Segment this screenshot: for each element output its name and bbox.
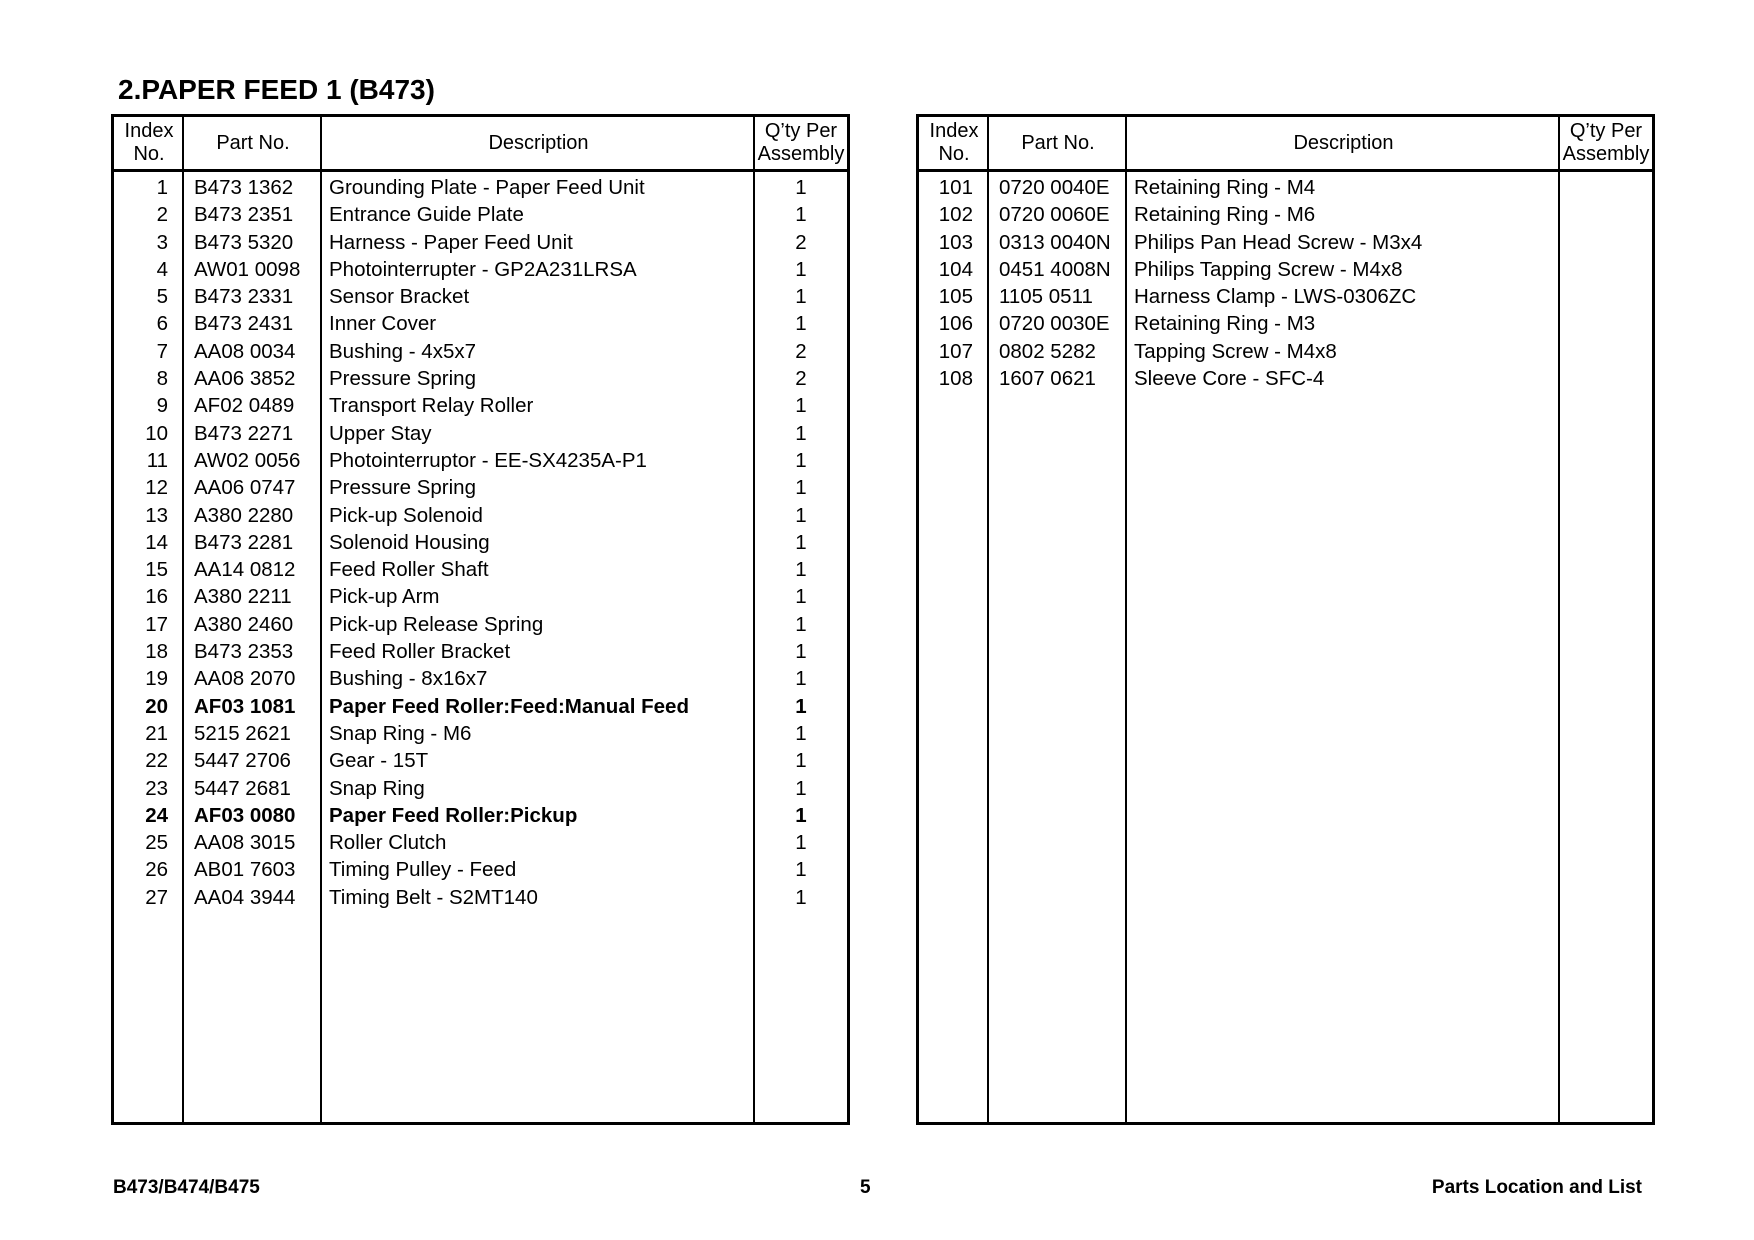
description-cell: Pick-up Arm (329, 585, 440, 609)
index-cell: 12 (145, 476, 168, 500)
description-cell: Tapping Screw - M4x8 (1134, 339, 1337, 363)
table-row (114, 829, 847, 856)
index-cell: 16 (145, 585, 168, 609)
index-cell: 25 (145, 831, 168, 855)
description-cell: Gear - 15T (329, 749, 429, 773)
description-cell: Entrance Guide Plate (329, 203, 524, 227)
table-row (114, 720, 847, 747)
table-row (114, 365, 847, 392)
footer-model: B473/B474/B475 (113, 1177, 260, 1198)
description-cell: Timing Pulley - Feed (329, 858, 517, 882)
description-cell: Paper Feed Roller:Feed:Manual Feed (329, 694, 689, 718)
part-no-cell: AA14 0812 (194, 558, 296, 582)
description-cell: Bushing - 8x16x7 (329, 667, 488, 691)
qty-cell: 1 (795, 694, 807, 718)
index-cell: 101 (938, 176, 973, 199)
part-no-cell: A380 2211 (194, 585, 292, 609)
table-row (114, 310, 847, 337)
qty-cell: 1 (795, 667, 807, 691)
table-row (919, 201, 1652, 228)
part-no-cell: AA08 2070 (194, 667, 296, 691)
index-cell: 10 (145, 421, 168, 445)
description-cell: Photointerruptor - EE-SX4235A-P1 (329, 448, 647, 472)
parts-table-right (916, 114, 1655, 1125)
description-cell: Paper Feed Roller:Pickup (329, 803, 578, 827)
part-no-cell: AF02 0489 (194, 394, 295, 418)
part-no-cell: B473 2431 (194, 312, 294, 336)
header-qty-line1: Q’ty Per (764, 120, 838, 142)
table-row (114, 447, 847, 474)
part-no-cell: AF03 1081 (194, 694, 296, 718)
part-no-cell: AF03 0080 (194, 803, 296, 827)
table-row (114, 665, 847, 692)
table-row (114, 747, 847, 774)
table-row (919, 229, 1652, 256)
index-cell: 11 (146, 448, 168, 472)
header-index-line2: No. (133, 143, 165, 165)
table-row (114, 229, 847, 256)
table-row (114, 392, 847, 419)
description-cell: Harness Clamp - LWS-0306ZC (1134, 285, 1417, 309)
index-cell: 19 (145, 667, 168, 691)
index-cell: 17 (145, 612, 168, 636)
index-cell: 104 (938, 257, 973, 281)
part-no-cell: B473 2331 (194, 285, 294, 309)
index-cell: 102 (938, 203, 973, 227)
part-no-cell: AB01 7603 (194, 858, 296, 882)
header-index-line1: Index (124, 120, 174, 142)
part-no-cell: B473 1362 (194, 176, 294, 199)
index-cell: 22 (145, 749, 168, 773)
table-row (919, 256, 1652, 283)
index-cell: 107 (938, 339, 973, 363)
table-row (919, 283, 1652, 310)
part-no-cell: AA04 3944 (194, 885, 296, 909)
description-cell: Sleeve Core - SFC-4 (1134, 367, 1325, 391)
part-no-cell: 0720 0040E (999, 176, 1110, 199)
part-no-cell: 5447 2681 (194, 776, 291, 800)
qty-cell: 1 (795, 530, 807, 554)
description-cell: Sensor Bracket (329, 285, 470, 309)
header-qty (755, 117, 847, 169)
qty-cell: 1 (795, 558, 807, 582)
table-body-right (919, 174, 1652, 392)
index-cell: 18 (145, 640, 168, 664)
description-cell: Retaining Ring - M4 (1134, 176, 1316, 199)
index-cell: 4 (156, 257, 168, 281)
description-cell: Pressure Spring (329, 476, 476, 500)
part-no-cell: 0720 0060E (999, 203, 1110, 227)
table-row (919, 310, 1652, 337)
qty-cell: 1 (795, 831, 807, 855)
part-no-cell: AW01 0098 (194, 257, 301, 281)
header-qty-line2: Assembly (757, 143, 845, 165)
part-no-cell: A380 2460 (194, 612, 294, 636)
footer-section: Parts Location and List (1431, 1177, 1642, 1198)
description-cell: Retaining Ring - M6 (1134, 203, 1316, 227)
header-index-line2: No. (938, 143, 970, 165)
part-no-cell: AA06 3852 (194, 367, 296, 391)
qty-cell: 1 (795, 176, 807, 199)
header-index-line1: Index (929, 120, 979, 142)
table-row (114, 502, 847, 529)
table-row (114, 693, 847, 720)
table-row (114, 420, 847, 447)
header-divider (114, 169, 847, 172)
index-cell: 14 (145, 530, 168, 554)
index-cell: 6 (156, 312, 168, 336)
header-description: Description (1293, 131, 1394, 154)
index-cell: 105 (938, 285, 973, 309)
index-cell: 23 (145, 776, 168, 800)
index-cell: 15 (145, 558, 168, 582)
qty-cell: 1 (795, 448, 807, 472)
qty-cell: 1 (795, 476, 807, 500)
description-cell: Grounding Plate - Paper Feed Unit (329, 176, 645, 199)
header-part-no: Part No. (216, 131, 290, 154)
qty-cell: 1 (795, 203, 807, 227)
qty-cell: 1 (795, 612, 807, 636)
part-no-cell: 0802 5282 (999, 339, 1096, 363)
index-cell: 1 (156, 176, 168, 199)
qty-cell: 1 (795, 749, 807, 773)
index-cell: 26 (145, 858, 168, 882)
header-qty-line2: Assembly (1562, 143, 1650, 165)
part-no-cell: AA06 0747 (194, 476, 296, 500)
qty-cell: 1 (795, 721, 807, 745)
description-cell: Snap Ring (329, 776, 425, 800)
description-cell: Roller Clutch (329, 831, 447, 855)
table-row (114, 583, 847, 610)
part-no-cell: AA08 3015 (194, 831, 296, 855)
description-cell: Timing Belt - S2MT140 (329, 885, 538, 909)
qty-cell: 1 (795, 585, 807, 609)
table-row (114, 556, 847, 583)
index-cell: 9 (156, 394, 168, 418)
qty-cell: 1 (795, 503, 807, 527)
table-row (919, 365, 1652, 392)
description-cell: Photointerrupter - GP2A231LRSA (329, 257, 637, 281)
table-row (114, 856, 847, 883)
qty-cell: 2 (795, 230, 807, 254)
index-cell: 3 (156, 230, 168, 254)
part-no-cell: 0720 0030E (999, 312, 1110, 336)
index-cell: 5 (156, 285, 168, 309)
index-cell: 103 (938, 230, 973, 254)
part-no-cell: 1105 0511 (999, 285, 1093, 309)
index-cell: 24 (145, 803, 168, 827)
qty-cell: 1 (795, 885, 807, 909)
part-no-cell: 1607 0621 (999, 367, 1096, 391)
table-row (114, 201, 847, 228)
index-cell: 8 (156, 367, 168, 391)
index-cell: 21 (145, 721, 168, 745)
description-cell: Solenoid Housing (329, 530, 490, 554)
table-row (919, 338, 1652, 365)
page-title: 2.PAPER FEED 1 (B473) (118, 74, 435, 105)
table-row (114, 174, 847, 201)
part-no-cell: A380 2280 (194, 503, 294, 527)
table-row (114, 474, 847, 501)
description-cell: Pick-up Solenoid (329, 503, 483, 527)
description-cell: Pressure Spring (329, 367, 476, 391)
qty-cell: 1 (795, 640, 807, 664)
index-cell: 20 (145, 694, 168, 718)
table-row (114, 638, 847, 665)
qty-cell: 1 (795, 776, 807, 800)
part-no-cell: 5215 2621 (194, 721, 291, 745)
header-divider (919, 169, 1652, 172)
description-cell: Philips Pan Head Screw - M3x4 (1134, 230, 1423, 254)
index-cell: 13 (145, 503, 168, 527)
qty-cell: 1 (795, 312, 807, 336)
description-cell: Bushing - 4x5x7 (329, 339, 477, 363)
parts-table-left (111, 114, 850, 1125)
description-cell: Snap Ring - M6 (329, 721, 472, 745)
header-index (919, 117, 989, 169)
description-cell: Transport Relay Roller (329, 394, 534, 418)
index-cell: 7 (156, 339, 168, 363)
table-row (114, 611, 847, 638)
table-row (114, 775, 847, 802)
footer-page-number: 5 (860, 1177, 871, 1198)
table-row (114, 256, 847, 283)
qty-cell: 1 (795, 257, 807, 281)
description-cell: Philips Tapping Screw - M4x8 (1134, 257, 1403, 281)
index-cell: 27 (145, 885, 168, 909)
qty-cell: 1 (795, 394, 807, 418)
description-cell: Inner Cover (329, 312, 437, 336)
table-row (114, 529, 847, 556)
part-no-cell: 5447 2706 (194, 749, 291, 773)
qty-cell: 1 (795, 285, 807, 309)
part-no-cell: B473 2351 (194, 203, 294, 227)
table-row (114, 338, 847, 365)
header-qty (1560, 117, 1652, 169)
index-cell: 108 (938, 367, 973, 391)
description-cell: Feed Roller Shaft (329, 558, 489, 582)
description-cell: Pick-up Release Spring (329, 612, 544, 636)
table-row (919, 174, 1652, 201)
header-qty-line1: Q’ty Per (1569, 120, 1643, 142)
table-row (114, 283, 847, 310)
qty-cell: 2 (795, 339, 807, 363)
part-no-cell: B473 2271 (194, 421, 294, 445)
table-row (114, 884, 847, 911)
qty-cell: 2 (795, 367, 807, 391)
table-body-left (114, 174, 847, 911)
part-no-cell: AA08 0034 (194, 339, 296, 363)
header-index (114, 117, 184, 169)
qty-cell: 1 (795, 858, 807, 882)
qty-cell: 1 (795, 803, 807, 827)
part-no-cell: B473 2353 (194, 640, 294, 664)
description-cell: Harness - Paper Feed Unit (329, 230, 573, 254)
description-cell: Feed Roller Bracket (329, 640, 511, 664)
header-part-no: Part No. (1021, 131, 1095, 154)
index-cell: 2 (156, 203, 168, 227)
part-no-cell: 0451 4008N (999, 257, 1111, 281)
qty-cell: 1 (795, 421, 807, 445)
index-cell: 106 (938, 312, 973, 336)
part-no-cell: B473 2281 (194, 530, 294, 554)
description-cell: Upper Stay (329, 421, 432, 445)
table-row (114, 802, 847, 829)
part-no-cell: B473 5320 (194, 230, 294, 254)
description-cell: Retaining Ring - M3 (1134, 312, 1316, 336)
header-description: Description (488, 131, 589, 154)
part-no-cell: 0313 0040N (999, 230, 1111, 254)
part-no-cell: AW02 0056 (194, 448, 301, 472)
